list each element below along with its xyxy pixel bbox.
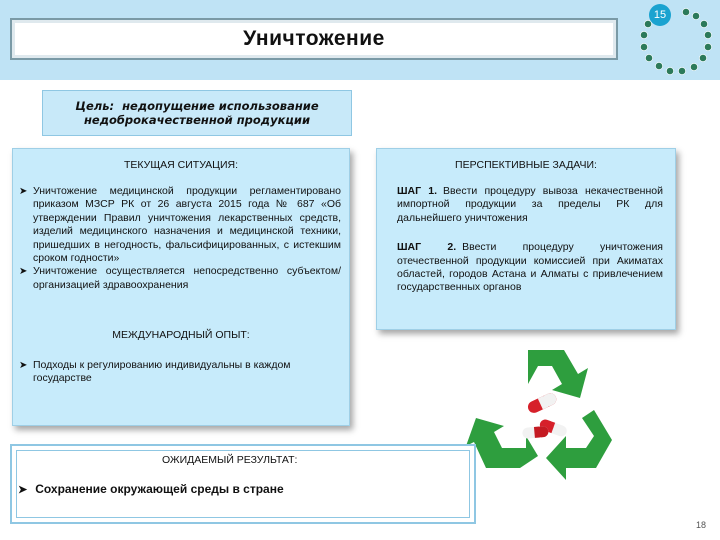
list-item [19,359,319,386]
international-list [19,359,319,386]
prospective-heading: ПЕРСПЕКТИВНЫЕ ЗАДАЧИ: [455,159,597,171]
arrow-bullet-icon: ➤ [19,266,28,278]
step-2-label: ШАГ 2. [397,241,457,254]
current-heading: ТЕКУЩАЯ СИТУАЦИЯ: [124,159,238,171]
step-1-label: ШАГ 1. [397,185,438,197]
goal-text-1: недопущение использование [122,99,319,113]
result-heading: ОЖИДАЕМЫЙ РЕЗУЛЬТАТ: [162,454,298,466]
list-item-text: Уничтожение осуществляется непосредственно субъектом/организацией здравоохранения [33,265,341,291]
title-box [10,18,618,60]
step-1 [397,185,663,225]
result-item-text: Сохранение окружающей среды в стране [35,482,284,496]
progress-ring-icon [626,2,720,84]
list-item-text: Уничтожение медицинской продукции регламентировано приказом МЗСР РК от 26 августа 2015 года № 687 «Об утверждении Правил уничтожения лекарственных средств, изделий медицинского назначения и медицинской техники, пришедших в негодность, фальсифицированных, с истекшим сроком годности» [33,185,341,265]
arrow-bullet-icon: ➤ [19,186,28,197]
current-list [19,185,341,292]
list-item [19,185,341,265]
steps [397,185,663,311]
step-2-text: Ввести процедуру уничтожения отечественной продукции комиссией при Акиматах областей, городов Астана и Алматы с привлечением государственных органов [397,241,663,294]
prospective-tasks-panel [376,148,676,330]
arrow-bullet-icon: ➤ [19,360,28,371]
step-1-text: Ввести процедуру вывоза некачественной импортной продукции за пределы РК для дальнейшего уничтожения [397,185,663,224]
goal-text-2: недоброкачественной продукции [83,113,311,127]
expected-result-box [10,444,476,524]
page-number: 18 [696,520,707,530]
arrow-bullet-icon: ➤ [18,484,28,496]
slide-badge: 15 [649,4,671,26]
goal-label: Цель: [75,99,115,113]
goal-box [42,90,352,136]
result-item [18,482,284,496]
list-item [19,265,341,292]
goal-line-1 [75,99,318,113]
current-situation-panel [12,148,350,426]
page-title: Уничтожение [243,27,385,50]
list-item-text: Подходы к регулированию индивидуальны в каждом государстве [33,359,291,385]
step-2 [397,241,663,295]
international-heading: МЕЖДУНАРОДНЫЙ ОПЫТ: [112,329,250,341]
recycle-pills-icon [466,332,626,482]
